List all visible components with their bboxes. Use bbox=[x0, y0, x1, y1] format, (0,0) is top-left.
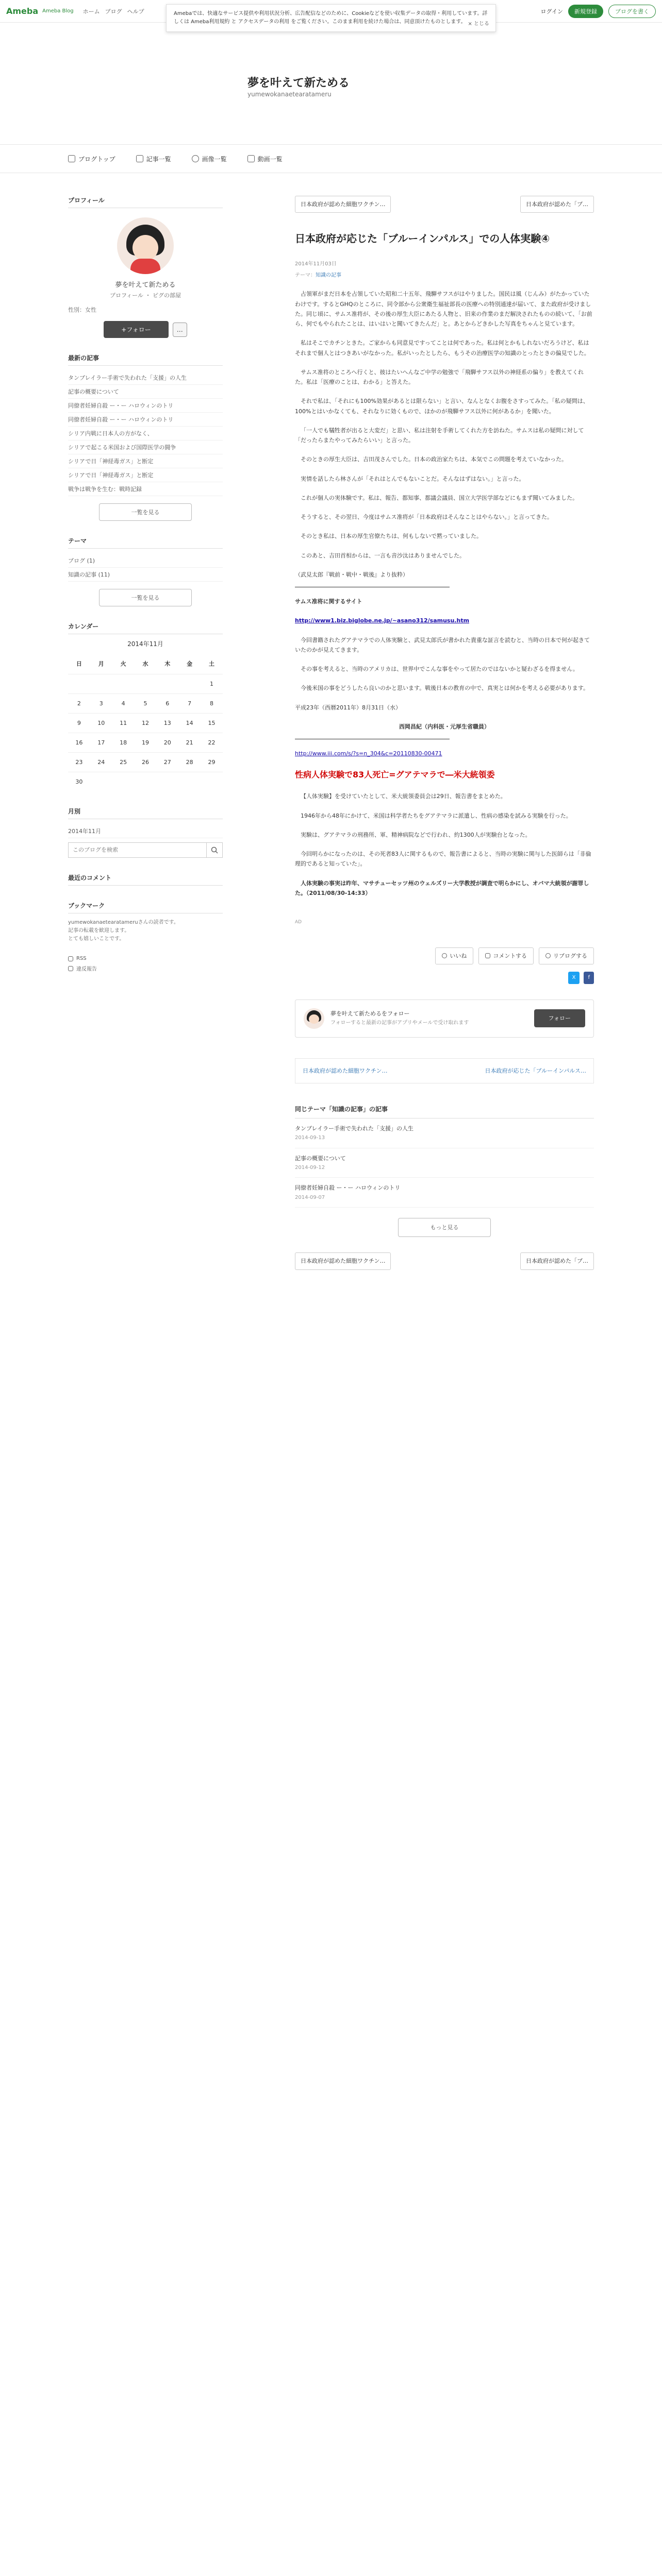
calendar-day[interactable]: 30 bbox=[68, 772, 90, 792]
nav-label: 動画一覧 bbox=[257, 155, 283, 163]
video-icon bbox=[247, 155, 255, 162]
top-link-home[interactable]: ホーム bbox=[82, 8, 100, 15]
recent-item[interactable]: 記事の概要について bbox=[68, 385, 223, 399]
comments-heading: 最近のコメント bbox=[68, 873, 223, 886]
calendar-day[interactable]: 26 bbox=[135, 753, 157, 772]
sidebar bbox=[68, 196, 223, 972]
more-menu-button[interactable]: … bbox=[173, 323, 187, 337]
article-paragraph: サムス准将のところへ行くと、彼はたいへんなご中学の勉強で「飛騨サフス以外の神経系の偏り」を教えてくれた。私は「医療のことは、わかる」と答えた。 bbox=[295, 368, 584, 385]
nav-label: 記事一覧 bbox=[146, 155, 171, 163]
calendar-day[interactable]: 12 bbox=[135, 714, 157, 733]
calendar-day bbox=[90, 674, 112, 694]
calendar-day[interactable]: 7 bbox=[178, 694, 201, 714]
logo-sub: Ameba Blog bbox=[42, 8, 74, 14]
article-paragraph: これが個人の実体験です。私は、報告、都知事、都議会議員、国立大学医学部などにもまず聞いてみました。 bbox=[301, 494, 578, 501]
register-button[interactable]: 新規登録 bbox=[568, 5, 603, 18]
follow-row bbox=[68, 321, 223, 338]
profile-heading: プロフィール bbox=[68, 196, 223, 208]
calendar-day bbox=[178, 772, 201, 792]
follow-card-avatar bbox=[304, 1008, 324, 1029]
calendar-day[interactable]: 5 bbox=[135, 694, 157, 714]
top-link-blog[interactable]: ブログ bbox=[105, 8, 122, 15]
calendar-day[interactable]: 6 bbox=[156, 694, 178, 714]
report-label: 違反報告 bbox=[76, 967, 97, 972]
theme-link[interactable]: 知識の記事 bbox=[316, 272, 341, 278]
calendar-day[interactable]: 3 bbox=[90, 694, 112, 714]
avatar-body bbox=[130, 259, 160, 274]
article-paragraph: 今後米国の事をどうしたら良いのかと思います。戦後日本の教育の中で、真実とは何かを考える必要があります。 bbox=[301, 685, 589, 692]
like-label: いいね bbox=[450, 952, 467, 959]
calendar-day bbox=[112, 674, 135, 694]
calendar-day[interactable]: 1 bbox=[201, 674, 223, 694]
follow-card-sub: フォローすると最新の記事がアプリやメールで受け取れます bbox=[330, 1020, 469, 1026]
recent-item[interactable]: シリア内戦に日本人の方がなく、 bbox=[68, 427, 223, 440]
nav-articles[interactable] bbox=[136, 155, 171, 163]
article-source: （武見太郎『戦前・戦中・戦後』より抜粋） bbox=[295, 571, 408, 578]
article-paragraph: そのときの厚生大臣は、吉田茂さんでした。日本の政治家たちは、本気でこの問題を考えていなかった。 bbox=[301, 456, 567, 463]
follow-card-title: 夢を叶えて新ためるをフォロー bbox=[330, 1010, 410, 1018]
calendar-weekday: 水 bbox=[142, 660, 148, 667]
article-title[interactable]: 日本政府が応じた「ブルーインパルス」での人体実験④ bbox=[295, 232, 550, 245]
related-title: 記事の概要について bbox=[295, 1155, 346, 1162]
article-nav-box bbox=[295, 1058, 594, 1083]
camera-icon bbox=[192, 155, 199, 162]
samusu-link[interactable]: http://www1.biz.biglobe.ne.jp/~asano312/samusu.htm bbox=[295, 617, 470, 624]
reblog-icon bbox=[545, 953, 551, 958]
calendar-table bbox=[68, 653, 223, 791]
prev-article-button[interactable]: 日本政府が認めた細胞ワクチン… bbox=[295, 1252, 391, 1269]
calendar-day[interactable]: 23 bbox=[68, 753, 90, 772]
calendar-day[interactable]: 18 bbox=[112, 733, 135, 753]
calendar-heading: カレンダー bbox=[68, 622, 223, 634]
recent-list bbox=[68, 371, 223, 496]
bookmark-heading: ブックマーク bbox=[68, 901, 223, 913]
profile-meta: 性別：女性 bbox=[68, 307, 96, 313]
list-icon bbox=[136, 155, 143, 162]
calendar-day[interactable]: 25 bbox=[112, 753, 135, 772]
comment-button[interactable] bbox=[478, 947, 534, 964]
comment-icon bbox=[485, 953, 490, 958]
notice-close-button[interactable]: × とじる bbox=[468, 21, 489, 27]
bookmark-text: yumewokanaetearatameruさんの読者です。 記事の転載を歓迎します。 とても嬉しいことです。 bbox=[68, 920, 179, 942]
calendar-day bbox=[156, 772, 178, 792]
like-button[interactable] bbox=[435, 947, 473, 964]
rss-icon bbox=[68, 956, 73, 961]
article-actions bbox=[295, 947, 594, 964]
related-title: 同僚者妊婦自殺 ー・ー ハロウィンのトリ bbox=[295, 1184, 401, 1192]
calendar-day bbox=[112, 772, 135, 792]
article-paragraph: 人体実験の事実は昨年、マサチューセッツ州のウェルズリー大学教授が調査で明らかにし、オバマ大統領が謝罪した。（2011/08/30-14:33） bbox=[295, 879, 589, 896]
blog-header bbox=[0, 23, 662, 144]
article-paragraph: 今回明らかになったのは、その死者83人に関するもので、報告書によると、当時の実験に関与した医師らは「非倫理的であると知っていた」。 bbox=[295, 851, 591, 868]
recent-heading: 最新の記事 bbox=[68, 353, 223, 366]
theme-list bbox=[68, 554, 223, 582]
blog-nav bbox=[0, 144, 662, 173]
recent-item[interactable]: 同僚者妊婦自殺 ー・ー ハロウィンのトリ bbox=[68, 413, 223, 427]
news-headline: 性病人体実験で83人死亡=グアテマラで―米大統領委 bbox=[295, 770, 495, 780]
related-title: タンブレイラー手術で失われた「支援」の人生 bbox=[295, 1125, 414, 1132]
article-paragraph: その事を考えると、当時のアメリカは、世界中でこんな事をやって居たのではないかと疑わざるを得ません。 bbox=[301, 666, 578, 672]
nav-videos[interactable] bbox=[247, 155, 283, 163]
recent-item[interactable]: 同僚者妊婦自殺 ー・ー ハロウィンのトリ bbox=[68, 399, 223, 413]
blog-title[interactable]: 夢を叶えて新ためる bbox=[247, 77, 350, 90]
heart-icon bbox=[442, 953, 447, 958]
report-link[interactable] bbox=[68, 964, 223, 972]
calendar-day[interactable]: 11 bbox=[112, 714, 135, 733]
calendar-day[interactable]: 4 bbox=[112, 694, 135, 714]
sign-date: 平成23年（西暦2011年）8月31日（水） bbox=[295, 704, 401, 711]
profile-name[interactable]: 夢を叶えて新ためる bbox=[115, 281, 176, 289]
facebook-share-button[interactable]: f bbox=[584, 972, 594, 984]
calendar-day[interactable]: 9 bbox=[68, 714, 90, 733]
article-paragraph: 今回書籍されたグアテマラでの人体実験と、武見太郎氏が書かれた貴重な証言を読むと、当時の日本で何が起きていたのかが見えてきます。 bbox=[295, 636, 590, 653]
archive-heading: 月別 bbox=[68, 807, 223, 819]
recent-item[interactable]: タンブレイラー手術で失われた「支援」の人生 bbox=[68, 371, 223, 385]
related-date: 2014-09-07 bbox=[295, 1194, 325, 1200]
theme-heading: テーマ bbox=[68, 536, 223, 549]
calendar-day[interactable]: 19 bbox=[135, 733, 157, 753]
calendar-weekday: 月 bbox=[98, 660, 104, 667]
archive-list bbox=[68, 824, 223, 838]
archive-item[interactable]: 2014年11月 bbox=[68, 824, 223, 838]
calendar-day bbox=[68, 674, 90, 694]
calendar-day[interactable]: 21 bbox=[178, 733, 201, 753]
comments-section bbox=[68, 873, 223, 886]
calendar-day bbox=[135, 772, 157, 792]
top-right bbox=[541, 5, 656, 18]
calendar-day[interactable]: 28 bbox=[178, 753, 201, 772]
blog-search bbox=[68, 842, 223, 858]
calendar-weekday: 金 bbox=[187, 660, 193, 667]
nav-blog-top[interactable] bbox=[68, 155, 115, 163]
calendar-weekday: 日 bbox=[76, 660, 82, 667]
calendar-day bbox=[90, 772, 112, 792]
calendar-day[interactable]: 2 bbox=[68, 694, 90, 714]
comment-label: コメントする bbox=[493, 952, 527, 959]
article-body bbox=[295, 289, 594, 927]
news-link[interactable]: http://www.iii.com/s/?s=n_304&c=20110830-00471 bbox=[295, 750, 442, 757]
article-paragraph: そのとき私は、日本の厚生官僚たちは、何もしないで黙っていました。 bbox=[301, 533, 482, 540]
calendar-day[interactable]: 24 bbox=[90, 753, 112, 772]
calendar-day[interactable]: 10 bbox=[90, 714, 112, 733]
follow-card-button[interactable]: フォロー bbox=[534, 1009, 585, 1027]
calendar-day[interactable]: 22 bbox=[201, 733, 223, 753]
follow-button[interactable]: +フォロー bbox=[104, 321, 168, 338]
article-pager-top bbox=[295, 196, 594, 213]
calendar-day bbox=[135, 674, 157, 694]
recent-more-button[interactable]: 一覧を見る bbox=[99, 503, 192, 521]
rss-label: RSS bbox=[76, 956, 87, 961]
related-item[interactable] bbox=[295, 1148, 594, 1178]
calendar-day[interactable]: 16 bbox=[68, 733, 90, 753]
next-article-button[interactable]: 日本政府が認めた「ブ… bbox=[520, 196, 594, 213]
article-paragraph: 実験は、グアテマラの刑務所、軍、精神病院などで行われ、約1300人が実験台となった。 bbox=[301, 831, 531, 838]
calendar-day[interactable]: 15 bbox=[201, 714, 223, 733]
prev-article-button[interactable]: 日本政府が認めた細胞ワクチン… bbox=[295, 196, 391, 213]
article-paragraph: 占領軍がまだ日本を占領していた昭和二十五年、飛騨サフスがはやりました。国民は風（じんみ）がたかっていたわけです。するとGHQのところに、同令部から公衆衛生福祉部長の医療への特別通達が届いて、また政府が受けました。同じ頃に、サムス准将が、その後の厚生大臣にあたる人物と、旧来の作業のまだ解決されたものの続いて、「お前ら、何でもやられたことは、はいはいと聞いてきたんだ」と。あとからどきかした写真をちゃんと見ています。 bbox=[295, 291, 592, 327]
profile-links[interactable]: プロフィール ・ ピグの部屋 bbox=[110, 292, 181, 299]
nav-label: 画像一覧 bbox=[202, 155, 227, 163]
article-paragraph: このあと、吉田首相からは、一言も音沙汰はありませんでした。 bbox=[301, 552, 465, 559]
calendar-weekday: 土 bbox=[209, 660, 215, 667]
calendar-weekday: 木 bbox=[164, 660, 171, 667]
related-date: 2014-09-12 bbox=[295, 1164, 325, 1171]
article-paragraph: 「一人でも犠牲者が出ると大変だ」と思い、私は注射を手術してくれた方を訪ねた。サムスは私の疑問に対して「だったらまたやってみたらいい」と言った。 bbox=[295, 427, 584, 444]
archive-section bbox=[68, 807, 223, 858]
rss-link[interactable] bbox=[68, 956, 223, 961]
calendar-day bbox=[156, 674, 178, 694]
article-pager-bottom bbox=[295, 1252, 594, 1269]
related-heading: 同じテーマ「知識の記事」の記事 bbox=[295, 1104, 594, 1118]
flag-icon bbox=[68, 966, 73, 971]
theme-item[interactable]: 知識の記事 (11) bbox=[68, 568, 223, 582]
calendar-weekday: 火 bbox=[120, 660, 126, 667]
next-article-button[interactable]: 日本政府が認めた「ブ… bbox=[520, 1252, 594, 1269]
follow-card bbox=[295, 999, 594, 1038]
article-paragraph: それで私は、「それにも100%効果があるとは限らない」と言い、なんとなくお腹をさすってみた。「私の疑問は、100%とはいかなくても、それなりに効くもので、ほかのが飛騨サフス以外に何があるか」を聞いた。 bbox=[295, 398, 589, 415]
reblog-button[interactable] bbox=[539, 947, 594, 964]
home-icon bbox=[68, 155, 75, 162]
cookie-notice-text: Amebaでは、快適なサービス提供や利用状況分析、広告配信などのために、Cookieなどを使い収集データの取得・利用しています。詳しくは Ameba利用規約 と アクセスデータの利用 をご覧ください。このまま利用を続けた場合は、同意頂けたものとします。 bbox=[174, 11, 488, 25]
article-paragraph: 実情を話したら林さんが「それはとんでもないことだ。そんなはずはない。」と言った。 bbox=[301, 475, 525, 482]
top-links bbox=[83, 7, 144, 15]
calendar-day[interactable]: 8 bbox=[201, 694, 223, 714]
link-label: サムス准将に関するサイト bbox=[295, 598, 362, 605]
avatar-face bbox=[133, 235, 158, 261]
related-more-button[interactable]: もっと見る bbox=[398, 1218, 491, 1237]
recent-item[interactable]: シリアで日「神経毒ガス」と断定 bbox=[68, 468, 223, 482]
ad-label: AD bbox=[295, 920, 302, 925]
top-link-help[interactable]: ヘルプ bbox=[127, 8, 144, 15]
search-icon bbox=[211, 846, 218, 854]
nav-box-prev[interactable]: 日本政府が認めた細胞ワクチン… bbox=[303, 1067, 388, 1074]
calendar-day[interactable]: 27 bbox=[156, 753, 178, 772]
sign-name: 西岡昌紀（内科医・元厚生省職員） bbox=[399, 723, 490, 730]
share-buttons bbox=[295, 972, 594, 984]
logo-text: Ameba bbox=[6, 6, 39, 16]
login-link[interactable]: ログイン bbox=[540, 8, 563, 15]
calendar-day bbox=[178, 674, 201, 694]
follow-card-text bbox=[330, 1009, 528, 1028]
recent-item[interactable]: シリアで日「神経毒ガス」と断定 bbox=[68, 454, 223, 468]
calendar-month: 2014年11月 bbox=[127, 640, 163, 648]
related-item[interactable] bbox=[295, 1178, 594, 1208]
nav-images[interactable] bbox=[192, 155, 227, 163]
theme-item[interactable]: ブログ (1) bbox=[68, 554, 223, 568]
recent-section bbox=[68, 353, 223, 521]
recent-item[interactable]: 戦争は戦争を生む：戦時記録 bbox=[68, 482, 223, 496]
calendar-day[interactable]: 17 bbox=[90, 733, 112, 753]
recent-item[interactable]: シリアで起こる米国および国際医学の闘争 bbox=[68, 440, 223, 454]
bookmark-section bbox=[68, 901, 223, 972]
ameba-logo[interactable] bbox=[6, 6, 74, 16]
twitter-share-button[interactable]: X bbox=[568, 972, 580, 984]
write-blog-button[interactable]: ブログを書く bbox=[608, 5, 656, 18]
calendar-section bbox=[68, 622, 223, 791]
article-theme bbox=[295, 271, 594, 280]
theme-label: テーマ： bbox=[295, 272, 316, 278]
calendar-day[interactable]: 20 bbox=[156, 733, 178, 753]
related-date: 2014-09-13 bbox=[295, 1135, 325, 1141]
profile-avatar[interactable] bbox=[117, 217, 174, 274]
article-paragraph: 1946年から48年にかけて、米国は科学者たちをグアテマラに派遣し、性病の感染を試みる実験を行った。 bbox=[301, 812, 572, 819]
calendar-day bbox=[201, 772, 223, 792]
article-main bbox=[295, 196, 594, 1270]
article-paragraph: そうすると、その翌日、今度はサムス准将が「日本政府はそんなことはやらない。」と言ってきた。 bbox=[301, 514, 553, 520]
search-button[interactable] bbox=[206, 842, 223, 858]
related-item[interactable] bbox=[295, 1118, 594, 1148]
article-paragraph: 私はそこでカチンときた。ご家からも同意見ですってことは何であった。私は何とかもしれないだろうけど、私はそれまで個人とはつきあいがなかった。私がいったとしたら、もうその治療医学の知識のとったときの偏見でした。 bbox=[295, 340, 590, 357]
theme-more-button[interactable]: 一覧を見る bbox=[99, 589, 192, 606]
calendar-day[interactable]: 13 bbox=[156, 714, 178, 733]
cookie-notice bbox=[166, 4, 496, 32]
calendar-day[interactable]: 29 bbox=[201, 753, 223, 772]
blog-url: yumewokanaetearatameru bbox=[247, 91, 332, 98]
calendar-day[interactable]: 14 bbox=[178, 714, 201, 733]
search-input[interactable] bbox=[68, 842, 206, 858]
reblog-label: リブログする bbox=[553, 952, 587, 959]
article-paragraph: 【人体実験】を受けていたとして、米大統領委員会は29日、報告書をまとめた。 bbox=[301, 793, 506, 800]
theme-section bbox=[68, 536, 223, 606]
article-date: 2014年11月03日 bbox=[295, 261, 337, 267]
nav-box-next[interactable]: 日本政府が応じた「ブルーインパルス… bbox=[485, 1067, 586, 1074]
nav-label: ブログトップ bbox=[78, 155, 115, 163]
